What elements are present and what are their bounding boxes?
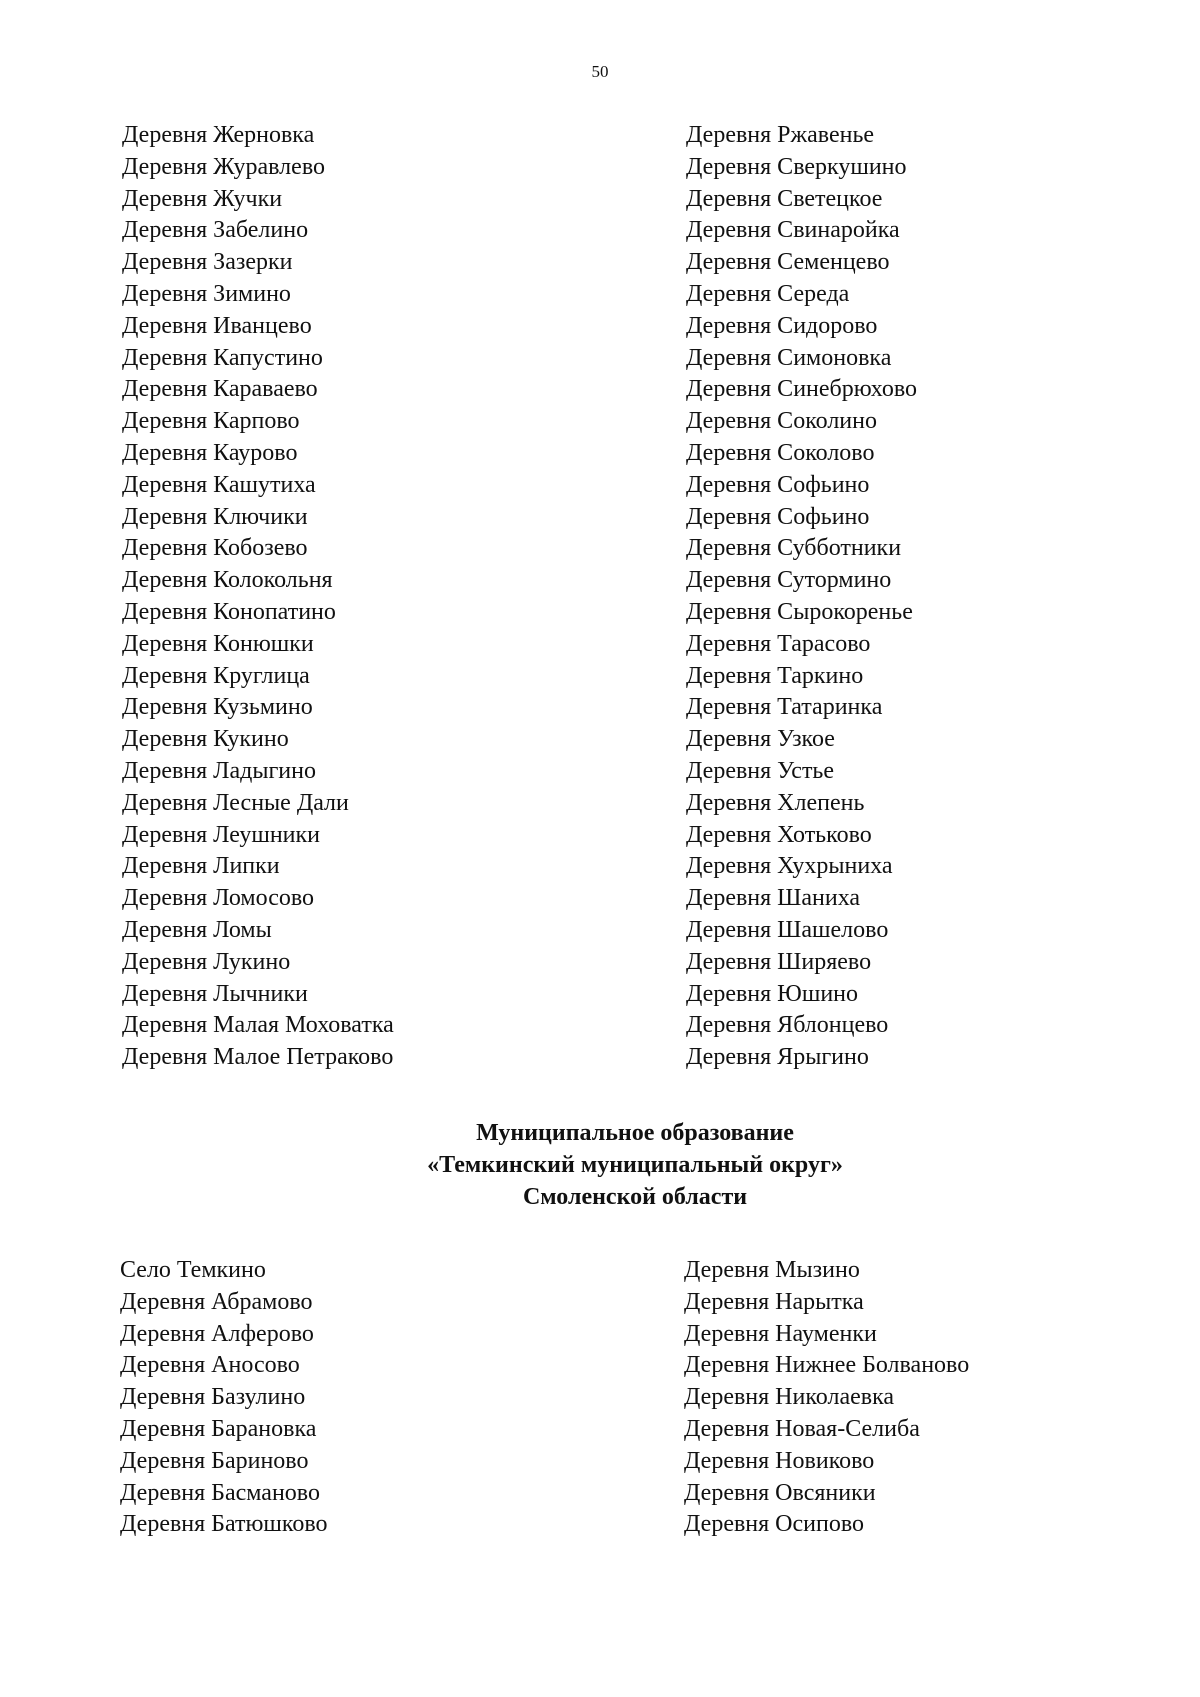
village-list-item: Деревня Свинаройка (686, 217, 900, 244)
top-right-column (686, 120, 917, 1074)
village-list-item: Деревня Липки (122, 853, 280, 880)
page-number: 50 (591, 62, 609, 81)
village-list-item: Деревня Аносово (120, 1352, 300, 1379)
village-list-item: Деревня Капустино (122, 344, 323, 371)
village-list-item: Деревня Бариново (120, 1447, 309, 1474)
village-list-item: Деревня Кукино (122, 726, 289, 753)
village-list-item: Деревня Нижнее Болваново (684, 1352, 970, 1379)
village-list-item: Деревня Семенцево (686, 249, 890, 276)
village-list-item: Деревня Юшино (686, 980, 859, 1007)
village-list-item: Деревня Круглица (122, 662, 310, 689)
village-list-item: Деревня Узкое (686, 726, 835, 753)
village-list-item: Деревня Каурово (122, 439, 298, 466)
village-list-item: Деревня Сырокоренье (686, 598, 913, 625)
village-list-item: Деревня Леушники (122, 821, 321, 848)
village-list-item: Деревня Середа (686, 280, 850, 307)
village-list-item: Деревня Устье (686, 757, 835, 784)
bottom-right-column (684, 1255, 969, 1541)
village-list-item: Деревня Кузьмино (122, 694, 313, 721)
village-list-item: Деревня Шаниха (686, 885, 861, 912)
top-left-column (122, 120, 394, 1074)
village-list-item: Деревня Малое Петраково (122, 1044, 394, 1071)
village-list-item: Деревня Соколино (686, 408, 877, 435)
village-list-item: Деревня Шашелово (686, 916, 889, 943)
village-list-item: Деревня Науменки (684, 1320, 877, 1347)
municipality-heading (0, 1117, 1200, 1213)
village-list-item: Деревня Малая Моховатка (122, 1012, 394, 1039)
village-list-item: Деревня Ломы (122, 916, 272, 943)
village-list-item: Деревня Лычники (122, 980, 308, 1007)
village-list-item: Деревня Татаринка (686, 694, 883, 721)
village-list-item: Деревня Барановка (120, 1415, 317, 1442)
village-list-item: Деревня Ржавенье (686, 122, 875, 148)
village-list-item: Деревня Синебрюхово (686, 376, 917, 403)
village-list-item: Деревня Яблонцево (686, 1012, 889, 1039)
village-list-item: Деревня Нарытка (684, 1288, 864, 1315)
village-list-item: Деревня Басманово (120, 1479, 320, 1506)
village-list-item: Деревня Базулино (120, 1384, 306, 1411)
village-list-item: Деревня Алферово (120, 1320, 314, 1347)
village-list-item: Деревня Лукино (122, 948, 291, 975)
village-list-item: Деревня Забелино (122, 217, 309, 244)
village-list-item: Деревня Симоновка (686, 344, 892, 371)
village-list-item: Деревня Субботники (686, 535, 902, 562)
village-list-item: Деревня Сутормино (686, 567, 892, 594)
village-list-item: Деревня Новиково (684, 1447, 875, 1474)
bottom-left-column (120, 1255, 328, 1541)
village-list-item: Деревня Ширяево (686, 948, 872, 975)
village-list-item: Деревня Батюшково (120, 1511, 328, 1538)
heading-line-2: «Темкинский муниципальный округ» (427, 1152, 843, 1178)
village-list-item: Деревня Карпово (122, 408, 300, 435)
village-list-item: Деревня Зимино (122, 280, 291, 307)
village-list-item: Деревня Абрамово (120, 1288, 313, 1315)
village-list-item: Деревня Хотьково (686, 821, 872, 848)
village-list-item: Деревня Новая-Селиба (684, 1415, 920, 1442)
village-list-item: Деревня Хлепень (686, 789, 865, 816)
village-list-item: Деревня Сверкушино (686, 153, 907, 180)
village-list-item: Деревня Мызино (684, 1257, 860, 1283)
village-list-item: Деревня Ломосово (122, 885, 315, 912)
village-list-item: Деревня Лесные Дали (122, 789, 349, 816)
heading-line-1: Муниципальное образование (476, 1120, 794, 1146)
village-list-item: Деревня Зазерки (122, 249, 293, 276)
village-list-item: Деревня Жерновка (122, 122, 315, 148)
village-list-item: Село Темкино (120, 1257, 266, 1283)
village-list-item: Деревня Конопатино (122, 598, 336, 625)
village-list-item: Деревня Софьино (686, 471, 870, 498)
village-list-item: Деревня Осипово (684, 1511, 865, 1538)
village-list-item: Деревня Кашутиха (122, 471, 316, 498)
village-list-item: Деревня Таркино (686, 662, 864, 689)
village-list-item: Деревня Журавлево (122, 153, 325, 180)
village-list-item: Деревня Светецкое (686, 185, 883, 212)
village-list-item: Деревня Ладыгино (122, 757, 316, 784)
village-list-item: Деревня Хухрыниха (686, 853, 893, 880)
village-list-item: Деревня Ярыгино (686, 1044, 869, 1071)
village-list-item: Деревня Софьино (686, 503, 870, 530)
village-list-item: Деревня Иванцево (122, 312, 312, 339)
village-list-item: Деревня Кобозево (122, 535, 308, 562)
village-list-item: Деревня Соколово (686, 439, 875, 466)
village-list-item: Деревня Овсяники (684, 1479, 876, 1506)
village-list-item: Деревня Колокольня (122, 567, 333, 594)
village-list-item: Деревня Тарасово (686, 630, 871, 657)
village-list-item: Деревня Конюшки (122, 630, 314, 657)
village-list-item: Деревня Сидорово (686, 312, 878, 339)
village-list-item: Деревня Ключики (122, 503, 308, 530)
village-list-item: Деревня Николаевка (684, 1384, 895, 1411)
heading-line-3: Смоленской области (522, 1184, 748, 1210)
village-list-item: Деревня Жучки (122, 185, 283, 212)
village-list-item: Деревня Караваево (122, 376, 318, 403)
